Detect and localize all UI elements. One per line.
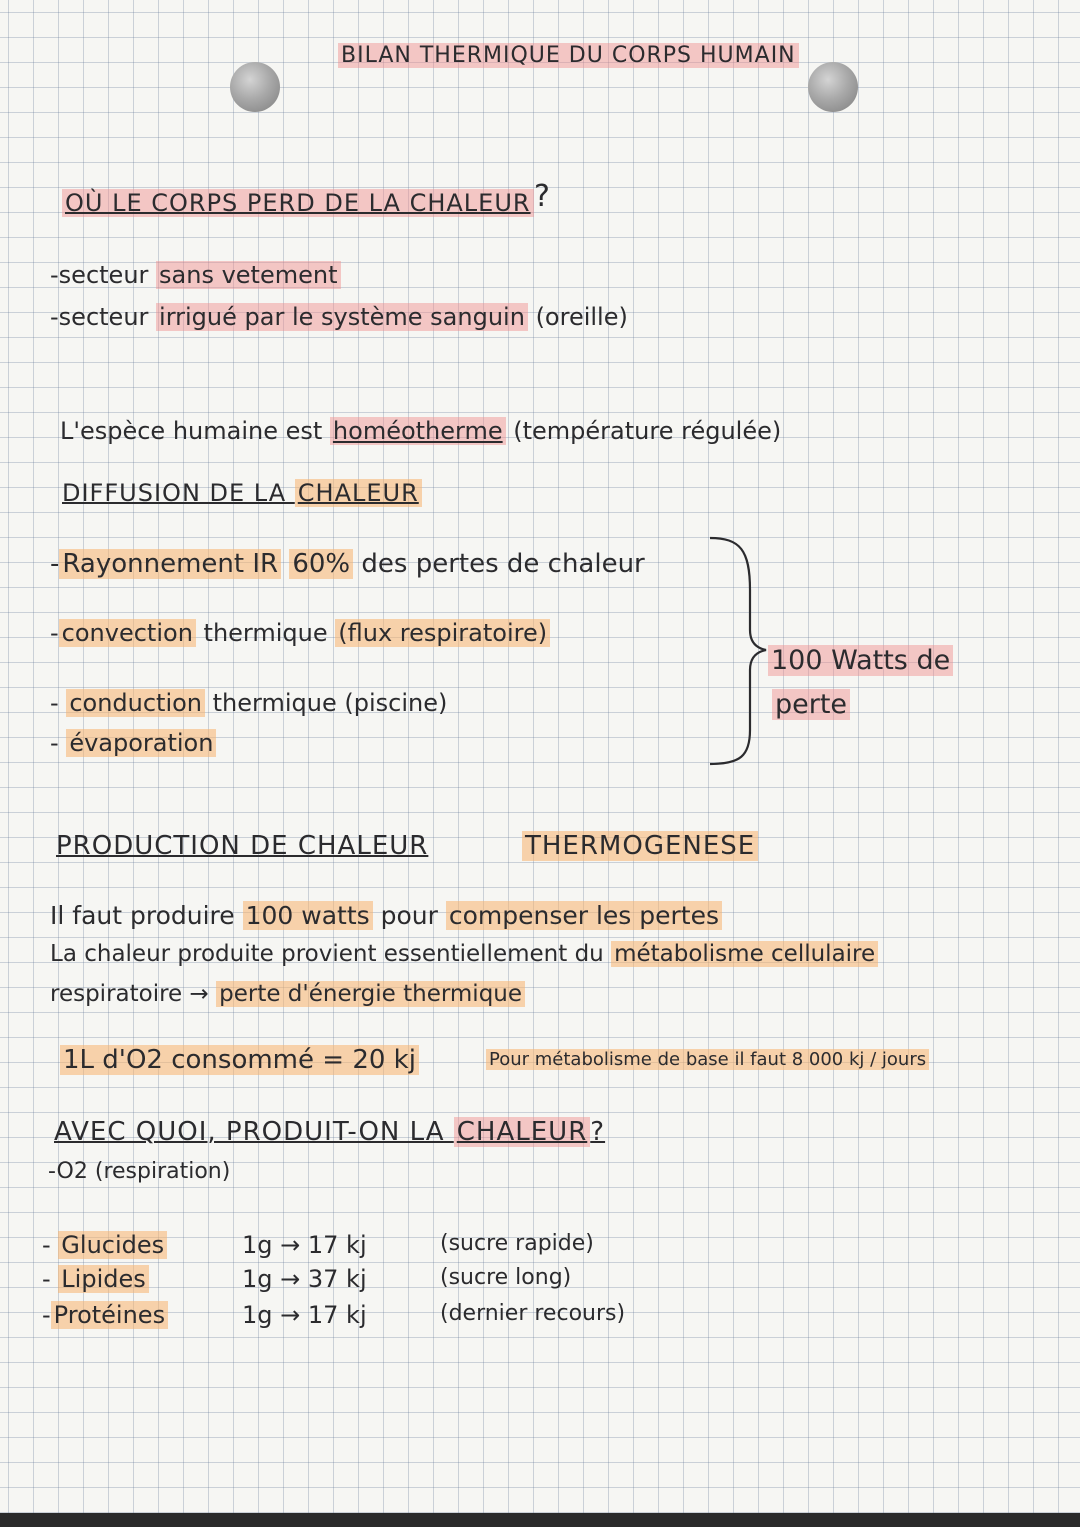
heading-production-b: THERMOGENESE bbox=[522, 831, 758, 861]
production-line-3 bbox=[50, 982, 525, 1007]
diffusion-item-4-prefix: - bbox=[50, 729, 59, 757]
nutrient-note: (dernier recours) bbox=[440, 1301, 626, 1326]
curly-brace-icon bbox=[700, 530, 770, 770]
diffusion-note-line1: 100 Watts de bbox=[768, 645, 953, 676]
diffusion-note-line2: perte bbox=[772, 689, 850, 720]
avec-quoi-o2: -O2 (respiration) bbox=[48, 1159, 231, 1184]
diffusion-item-1-prefix: - bbox=[50, 549, 60, 579]
nutrient-value: 1g → 37 kj bbox=[242, 1265, 367, 1293]
homeotherme-a: L'espèce humaine est bbox=[60, 417, 330, 445]
diffusion-item-1-rest2: des pertes de chaleur bbox=[353, 549, 645, 579]
production-line-1-a: Il faut produire bbox=[50, 901, 243, 930]
perte-item-1 bbox=[50, 262, 341, 288]
diffusion-item-1 bbox=[50, 550, 645, 579]
production-line-1-hl2: compenser les pertes bbox=[446, 901, 722, 930]
production-line-2 bbox=[50, 942, 878, 967]
page-title-text: BILAN THERMIQUE DU CORPS HUMAIN bbox=[338, 43, 799, 68]
homeotherme-c: (température régulée) bbox=[505, 417, 782, 445]
heading-production bbox=[56, 832, 428, 861]
diffusion-item-3-hl: conduction bbox=[66, 689, 205, 717]
heading-avec-quoi-a: AVEC QUOI, PRODUIT-ON LA bbox=[54, 1117, 454, 1147]
binder-hole-right bbox=[808, 62, 858, 112]
heading-perte-mark: ? bbox=[534, 179, 550, 214]
diffusion-item-3-rest: thermique (piscine) bbox=[205, 689, 448, 717]
perte-item-1-hl: sans vetement bbox=[156, 261, 340, 289]
nutrient-note: (sucre rapide) bbox=[440, 1231, 594, 1256]
heading-production-a: PRODUCTION DE CHALEUR bbox=[56, 831, 429, 861]
page-title bbox=[338, 44, 799, 68]
nutrient-row-1: - Glucides bbox=[42, 1232, 167, 1258]
nutrient-row-3: - Protéines bbox=[42, 1302, 168, 1328]
diffusion-item-1-hl2: 60% bbox=[289, 549, 353, 579]
diffusion-item-3-prefix: - bbox=[50, 689, 59, 717]
perte-item-2-hl: irrigué par le système sanguin bbox=[156, 303, 528, 331]
nutrient-row-2: - Lipides bbox=[42, 1266, 149, 1292]
diffusion-item-4-hl: évaporation bbox=[66, 729, 216, 757]
nutrient-value: 1g → 17 kj bbox=[242, 1301, 367, 1329]
production-formula-hl: 1L d'O2 consommé = 20 kj bbox=[60, 1045, 419, 1075]
production-line-3-hl1: perte d'énergie thermique bbox=[216, 981, 525, 1007]
heading-avec-quoi-mark: ? bbox=[590, 1117, 606, 1147]
diffusion-item-2-prefix: - bbox=[50, 619, 59, 647]
diffusion-item-1-hl: Rayonnement IR bbox=[59, 549, 281, 579]
diffusion-item-3 bbox=[50, 690, 447, 716]
diffusion-item-2 bbox=[50, 620, 550, 646]
production-line-2-a: La chaleur produite provient essentiellement du bbox=[50, 941, 612, 967]
heading-diffusion-a: DIFFUSION DE LA bbox=[62, 479, 295, 507]
heading-diffusion bbox=[62, 480, 422, 506]
homeotherme-line bbox=[60, 418, 781, 444]
perte-item-2-plain: secteur bbox=[58, 303, 157, 331]
diffusion-item-4 bbox=[50, 730, 216, 756]
heading-production-tag bbox=[522, 832, 758, 861]
heading-perte bbox=[62, 190, 534, 216]
production-line-1-hl1: 100 watts bbox=[243, 901, 373, 930]
nutrient-name: Glucides bbox=[58, 1231, 167, 1259]
production-line-1 bbox=[50, 902, 722, 930]
production-formula-note-text: Pour métabolisme de base il faut 8 000 kj / jours bbox=[486, 1049, 929, 1070]
diffusion-note-2 bbox=[772, 690, 850, 720]
perte-item-2-prefix: - bbox=[50, 303, 59, 331]
diffusion-item-2-hl2: (flux respiratoire) bbox=[335, 619, 550, 647]
diffusion-note-1 bbox=[768, 646, 953, 676]
binder-hole-left bbox=[230, 62, 280, 112]
heading-diffusion-b: CHALEUR bbox=[295, 479, 422, 507]
page-bottom-edge bbox=[0, 1513, 1080, 1527]
nutrient-name: Protéines bbox=[51, 1301, 168, 1329]
perte-item-1-prefix: - bbox=[50, 261, 59, 289]
nutrient-value: 1g → 17 kj bbox=[242, 1231, 367, 1259]
production-line-1-b: pour bbox=[372, 901, 446, 930]
production-formula bbox=[60, 1046, 419, 1075]
diffusion-item-2-rest: thermique bbox=[195, 619, 336, 647]
heading-avec-quoi bbox=[54, 1118, 605, 1147]
production-line-2-hl1: métabolisme cellulaire bbox=[611, 941, 878, 967]
diffusion-item-2-hl: convection bbox=[59, 619, 196, 647]
perte-item-2 bbox=[50, 304, 628, 330]
production-line-3-a: respiratoire → bbox=[50, 981, 217, 1007]
nutrient-name: Lipides bbox=[58, 1265, 148, 1293]
nutrient-note: (sucre long) bbox=[440, 1265, 572, 1290]
perte-item-2-rest: (oreille) bbox=[527, 303, 628, 331]
heading-perte-text: OÙ LE CORPS PERD DE LA CHALEUR bbox=[62, 189, 534, 217]
perte-item-1-plain: secteur bbox=[58, 261, 157, 289]
heading-avec-quoi-b: CHALEUR bbox=[454, 1117, 591, 1147]
homeotherme-b: homéotherme bbox=[330, 417, 506, 445]
production-formula-note bbox=[486, 1050, 929, 1070]
